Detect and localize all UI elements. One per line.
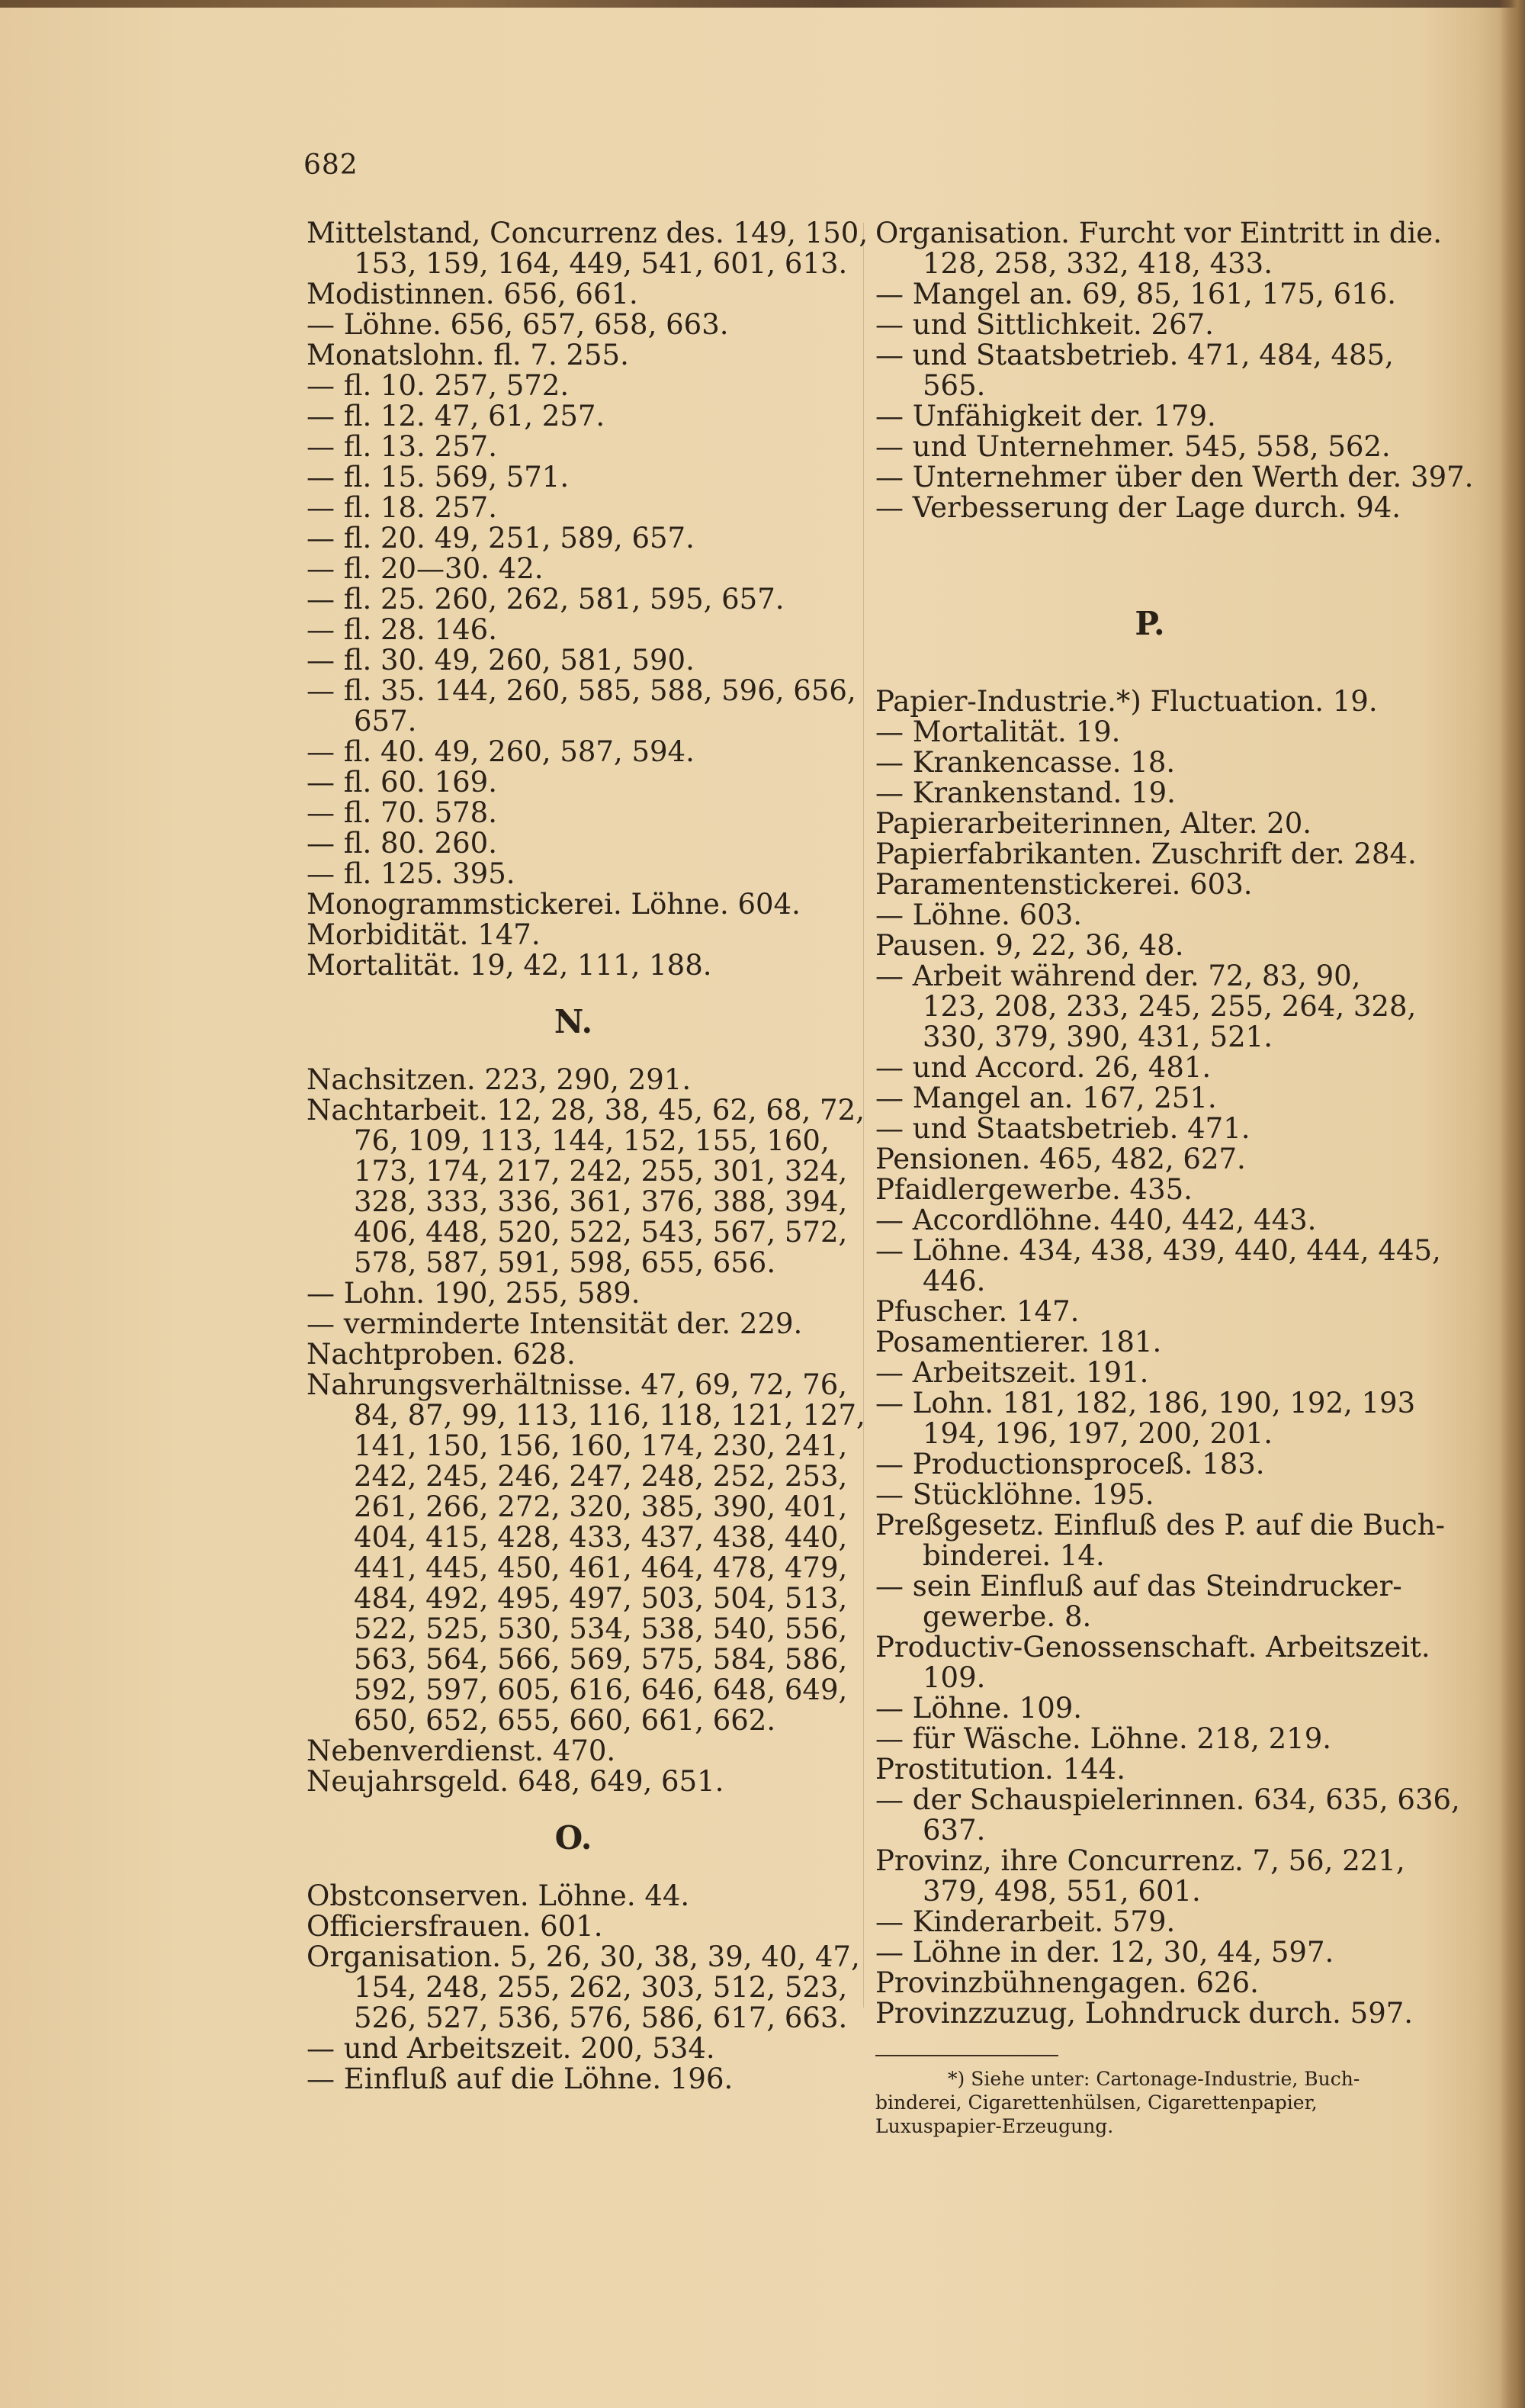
index-entry-line: Posamentierer. 181. bbox=[875, 1326, 1162, 1358]
footnote bbox=[875, 2067, 1424, 2138]
index-entry-line: — Mangel an. 69, 85, 161, 175, 616. bbox=[875, 278, 1397, 310]
page-right-edge bbox=[1499, 0, 1525, 2408]
index-entry-line: — fl. 40. 49, 260, 587, 594. bbox=[307, 735, 695, 768]
index-entry-line: — fl. 35. 144, 260, 585, 588, 596, 656, bbox=[307, 674, 856, 707]
index-block-n bbox=[307, 1063, 865, 1798]
index-entry-line: — fl. 18. 257. bbox=[307, 491, 497, 524]
index-entry-line: 330, 379, 390, 431, 521. bbox=[923, 1021, 1273, 1053]
index-entry-line: 404, 415, 428, 433, 437, 438, 440, bbox=[354, 1521, 848, 1554]
index-entry-line: 123, 208, 233, 245, 255, 264, 328, bbox=[923, 990, 1417, 1023]
index-entry-line: — fl. 125. 395. bbox=[307, 857, 515, 890]
index-entry-line: Monogrammstickerei. Löhne. 604. bbox=[307, 888, 801, 921]
index-entry-line: — Kinderarbeit. 579. bbox=[875, 1905, 1176, 1938]
index-entry-line: — fl. 25. 260, 262, 581, 595, 657. bbox=[307, 583, 785, 616]
index-entry-line: — Löhne. 603. bbox=[875, 899, 1083, 931]
index-entry-line: — fl. 70. 578. bbox=[307, 796, 497, 829]
index-entry-line: Provinzzuzug, Lohndruck durch. 597. bbox=[875, 1997, 1414, 2030]
section-heading-n: N. bbox=[554, 1003, 593, 1040]
index-entry-line: 261, 266, 272, 320, 385, 390, 401, bbox=[354, 1490, 848, 1523]
index-entry-line: binderei. 14. bbox=[923, 1539, 1105, 1572]
index-entry-line: 522, 525, 530, 534, 538, 540, 556, bbox=[354, 1612, 848, 1645]
index-entry-line: — Unternehmer über den Werth der. 397. bbox=[875, 461, 1474, 493]
index-entry-line: — und Unternehmer. 545, 558, 562. bbox=[875, 430, 1391, 463]
index-entry-line: — fl. 13. 257. bbox=[307, 430, 497, 463]
index-entry-line: — der Schauspielerinnen. 634, 635, 636, bbox=[875, 1783, 1460, 1816]
index-entry-line: 446. bbox=[923, 1265, 986, 1297]
index-entry-line: 76, 109, 113, 144, 152, 155, 160, bbox=[354, 1124, 830, 1157]
index-entry-line: — und Accord. 26, 481. bbox=[875, 1051, 1212, 1084]
index-entry-line: — Accordlöhne. 440, 442, 443. bbox=[875, 1204, 1317, 1236]
index-entry-line: — verminderte Intensität der. 229. bbox=[307, 1307, 803, 1340]
index-entry-line: — fl. 28. 146. bbox=[307, 613, 497, 646]
index-entry-line: — und Arbeitszeit. 200, 534. bbox=[307, 2032, 715, 2065]
page-top-edge bbox=[0, 0, 1525, 8]
index-entry-line: 173, 174, 217, 242, 255, 301, 324, bbox=[354, 1155, 848, 1188]
index-block-m bbox=[307, 217, 868, 982]
index-entry-line: — Einfluß auf die Löhne. 196. bbox=[307, 2062, 734, 2095]
page-number: 682 bbox=[303, 149, 358, 181]
footnote-line: *) Siehe unter: Cartonage-Industrie, Buch- bbox=[948, 2068, 1360, 2090]
right-column bbox=[875, 217, 1474, 2138]
index-entry-line: 526, 527, 536, 576, 586, 617, 663. bbox=[354, 2001, 848, 2034]
index-entry-line: 109. bbox=[923, 1661, 986, 1694]
index-entry-line: 242, 245, 246, 247, 248, 252, 253, bbox=[354, 1460, 848, 1493]
index-entry-line: Officiersfrauen. 601. bbox=[307, 1910, 603, 1943]
index-entry-line: Monatslohn. fl. 7. 255. bbox=[307, 339, 629, 371]
index-block-o bbox=[307, 1879, 860, 2095]
index-entry-line: Neujahrsgeld. 648, 649, 651. bbox=[307, 1765, 724, 1798]
index-entry-line: — Unfähigkeit der. 179. bbox=[875, 400, 1216, 432]
index-entry-line: Pausen. 9, 22, 36, 48. bbox=[875, 929, 1184, 962]
index-entry-line: — Krankencasse. 18. bbox=[875, 746, 1176, 779]
index-entry-line: 194, 196, 197, 200, 201. bbox=[923, 1417, 1273, 1450]
index-entry-line: Mortalität. 19, 42, 111, 188. bbox=[307, 949, 712, 982]
footnote-line: Luxuspapier-Erzeugung. bbox=[875, 2115, 1114, 2137]
index-entry-line: gewerbe. 8. bbox=[923, 1600, 1092, 1633]
index-entry-line: — Löhne. 656, 657, 658, 663. bbox=[307, 308, 729, 341]
index-entry-line: Preßgesetz. Einfluß des P. auf die Buch- bbox=[875, 1509, 1446, 1542]
index-entry-line: Obstconserven. Löhne. 44. bbox=[307, 1879, 690, 1912]
index-entry-line: Nebenverdienst. 470. bbox=[307, 1734, 616, 1767]
index-entry-line: 650, 652, 655, 660, 661, 662. bbox=[354, 1704, 776, 1737]
index-block-p bbox=[875, 685, 1460, 2030]
index-entry-line: — fl. 60. 169. bbox=[307, 766, 497, 799]
index-entry-line: — fl. 80. 260. bbox=[307, 827, 497, 860]
index-entry-line: Paramentenstickerei. 603. bbox=[875, 868, 1253, 901]
index-entry-line: — fl. 10. 257, 572. bbox=[307, 369, 570, 402]
index-entry-line: 563, 564, 566, 569, 575, 584, 586, bbox=[354, 1643, 848, 1676]
index-entry-line: Provinzbühnengagen. 626. bbox=[875, 1966, 1259, 1999]
index-entry-line: Prostitution. 144. bbox=[875, 1753, 1125, 1786]
index-entry-line: Organisation. Furcht vor Eintritt in die. bbox=[875, 217, 1442, 249]
index-entry-line: Nachtarbeit. 12, 28, 38, 45, 62, 68, 72, bbox=[307, 1094, 865, 1127]
index-entry-line: — Arbeit während der. 72, 83, 90, bbox=[875, 960, 1361, 992]
index-entry-line: — Arbeitszeit. 191. bbox=[875, 1356, 1149, 1389]
index-entry-line: Organisation. 5, 26, 30, 38, 39, 40, 47, bbox=[307, 1940, 860, 1973]
index-entry-line: Papierarbeiterinnen, Alter. 20. bbox=[875, 807, 1312, 840]
index-entry-line: 153, 159, 164, 449, 541, 601, 613. bbox=[354, 247, 848, 280]
index-entry-line: 154, 248, 255, 262, 303, 512, 523, bbox=[354, 1971, 848, 2004]
index-entry-line: — Löhne. 434, 438, 439, 440, 444, 445, bbox=[875, 1234, 1441, 1267]
index-entry-line: — Mortalität. 19. bbox=[875, 715, 1121, 748]
index-entry-line: Mittelstand, Concurrenz des. 149, 150, bbox=[307, 217, 868, 249]
index-entry-line: — Lohn. 181, 182, 186, 190, 192, 193 bbox=[875, 1387, 1416, 1419]
index-entry-line: — und Sittlichkeit. 267. bbox=[875, 308, 1214, 341]
index-entry-line: Nahrungsverhältnisse. 47, 69, 72, 76, bbox=[307, 1368, 848, 1401]
index-entry-line: — Löhne. 109. bbox=[875, 1692, 1083, 1725]
index-entry-line: Pensionen. 465, 482, 627. bbox=[875, 1143, 1246, 1175]
index-entry-line: — und Staatsbetrieb. 471, 484, 485, bbox=[875, 339, 1394, 371]
index-entry-line: — Verbesserung der Lage durch. 94. bbox=[875, 491, 1401, 524]
index-entry-line: 328, 333, 336, 361, 376, 388, 394, bbox=[354, 1185, 848, 1218]
index-entry-line: 578, 587, 591, 598, 655, 656. bbox=[354, 1246, 776, 1279]
index-entry-line: 565. bbox=[923, 369, 986, 402]
index-entry-line: — fl. 15. 569, 571. bbox=[307, 461, 570, 493]
index-entry-line: 484, 492, 495, 497, 503, 504, 513, bbox=[354, 1582, 848, 1615]
index-entry-line: Papier-Industrie.*) Fluctuation. 19. bbox=[875, 685, 1378, 718]
index-entry-line: 406, 448, 520, 522, 543, 567, 572, bbox=[354, 1216, 848, 1249]
index-entry-line: — und Staatsbetrieb. 471. bbox=[875, 1112, 1250, 1145]
index-entry-line: Nachsitzen. 223, 290, 291. bbox=[307, 1063, 692, 1096]
index-entry-line: Papierfabrikanten. Zuschrift der. 284. bbox=[875, 837, 1417, 870]
left-column bbox=[307, 217, 868, 2095]
index-entry-line: — Löhne in der. 12, 30, 44, 597. bbox=[875, 1936, 1334, 1969]
index-entry-line: Productiv-Genossenschaft. Arbeitszeit. bbox=[875, 1631, 1430, 1664]
index-entry-line: — Mangel an. 167, 251. bbox=[875, 1082, 1217, 1114]
index-entry-line: 128, 258, 332, 418, 433. bbox=[923, 247, 1273, 280]
footnote-rule bbox=[875, 2055, 1058, 2056]
index-entry-line: 592, 597, 605, 616, 646, 648, 649, bbox=[354, 1673, 848, 1706]
section-heading-p: P. bbox=[1135, 605, 1165, 642]
section-heading-o: O. bbox=[554, 1819, 592, 1857]
index-entry-line: Morbidität. 147. bbox=[307, 918, 541, 951]
index-entry-line: — fl. 30. 49, 260, 581, 590. bbox=[307, 644, 695, 677]
index-entry-line: — Lohn. 190, 255, 589. bbox=[307, 1277, 640, 1310]
index-entry-line: — Productionsproceß. 183. bbox=[875, 1448, 1265, 1480]
index-entry-line: Nachtproben. 628. bbox=[307, 1338, 576, 1371]
index-entry-line: 657. bbox=[354, 705, 417, 738]
index-entry-line: 637. bbox=[923, 1814, 986, 1847]
index-block-o-continued bbox=[875, 217, 1474, 524]
index-entry-line: 141, 150, 156, 160, 174, 230, 241, bbox=[354, 1429, 848, 1462]
index-entry-line: Modistinnen. 656, 661. bbox=[307, 278, 638, 310]
index-entry-line: — Stücklöhne. 195. bbox=[875, 1478, 1154, 1511]
index-entry-line: Pfaidlergewerbe. 435. bbox=[875, 1173, 1193, 1206]
index-entry-line: — fl. 12. 47, 61, 257. bbox=[307, 400, 605, 432]
index-entry-line: — fl. 20. 49, 251, 589, 657. bbox=[307, 522, 695, 555]
index-entry-line: — sein Einfluß auf das Steindrucker- bbox=[875, 1570, 1402, 1603]
index-entry-line: — fl. 20—30. 42. bbox=[307, 552, 544, 585]
index-entry-line: 441, 445, 450, 461, 464, 478, 479, bbox=[354, 1551, 848, 1584]
index-entry-line: — Krankenstand. 19. bbox=[875, 776, 1176, 809]
index-entry-line: Provinz, ihre Concurrenz. 7, 56, 221, bbox=[875, 1844, 1405, 1877]
footnote-line: binderei, Cigarettenhülsen, Cigarettenpapier, bbox=[875, 2091, 1318, 2114]
index-entry-line: 379, 498, 551, 601. bbox=[923, 1875, 1201, 1908]
index-entry-line: 84, 87, 99, 113, 116, 118, 121, 127, bbox=[354, 1399, 865, 1432]
index-entry-line: Pfuscher. 147. bbox=[875, 1295, 1080, 1328]
index-entry-line: — für Wäsche. Löhne. 218, 219. bbox=[875, 1722, 1332, 1755]
